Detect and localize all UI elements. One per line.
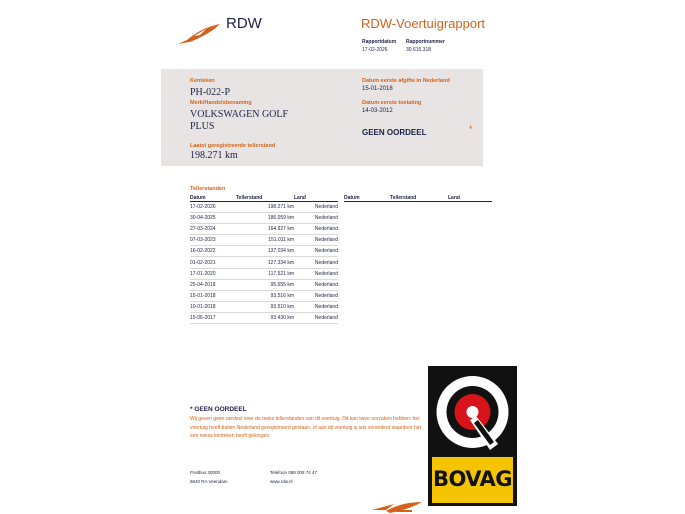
first-issue-nl-date: 15-01-2018 (362, 86, 393, 92)
make-line-2: PLUS (190, 121, 215, 132)
row-country: Nederland (294, 235, 338, 246)
row-date: 15-01-2018 (190, 290, 236, 301)
report-number: 30.615.318 (406, 47, 432, 53)
row-reading: 186.059 km (236, 213, 294, 224)
row-country: Nederland (294, 224, 338, 235)
row-date: 17-01-2020 (190, 268, 236, 279)
report-title: RDW-Voertuigrapport (361, 16, 486, 31)
brand-name: RDW (226, 15, 262, 32)
odometer-table-right (344, 194, 492, 202)
row-date: 16-02-2022 (190, 246, 236, 257)
bovag-logo (428, 366, 517, 506)
row-reading: 127.334 km (236, 257, 294, 268)
row-date: 15-06-2017 (190, 312, 236, 323)
row-date: 17-02-2026 (190, 202, 236, 213)
table-row (190, 257, 338, 268)
row-country: Nederland (294, 213, 338, 224)
footer-phone: Telefoon 088 008 74 47 (270, 470, 318, 475)
table-row (190, 213, 338, 224)
row-date: 30-04-2025 (190, 213, 236, 224)
row-reading: 198.271 km (236, 202, 294, 213)
table-row (190, 268, 338, 279)
table-row (190, 202, 338, 213)
col-header-reading: Tellerstand (236, 194, 294, 202)
odometer-label: Laatst geregistreerde tellerstand (190, 143, 276, 149)
table-row (190, 290, 338, 301)
row-country: Nederland (294, 202, 338, 213)
row-reading: 117.521 km (236, 268, 294, 279)
plate-label: Kenteken (190, 78, 215, 84)
odometer-table-left (190, 194, 338, 324)
first-admission-date: 14-03-2012 (362, 108, 393, 114)
row-date: 01-02-2021 (190, 257, 236, 268)
table-row (190, 246, 338, 257)
col-header-reading-2: Tellerstand (390, 194, 448, 202)
footer-address-1: Postbus 30000 (190, 470, 221, 475)
row-country: Nederland (294, 301, 338, 312)
row-country: Nederland (294, 246, 338, 257)
row-country: Nederland (294, 290, 338, 301)
license-plate: PH-022-P (190, 87, 231, 98)
footer-address-2: 9640 RA Veendam (190, 479, 228, 484)
make-line-1: VOLKSWAGEN GOLF (190, 109, 289, 120)
row-reading: 93.516 km (236, 290, 294, 301)
col-header-country: Land (294, 194, 338, 202)
row-reading: 93.510 km (236, 301, 294, 312)
odometer-value: 198.271 km (190, 150, 238, 161)
row-reading: 164.927 km (236, 224, 294, 235)
first-admission-label: Datum eerste toelating (362, 100, 422, 106)
report-number-label: Rapportnummer (406, 39, 445, 45)
table-row (190, 301, 338, 312)
table-row (190, 224, 338, 235)
make-label: Merk/Handelsbenaming (190, 100, 252, 106)
bovag-emblem-icon (428, 366, 517, 455)
row-reading: 93.430 km (236, 312, 294, 323)
footnote-title: * GEEN OORDEEL (190, 406, 247, 413)
row-date: 10-01-2018 (190, 301, 236, 312)
footer-website[interactable]: www.rdw.nl (270, 479, 293, 484)
col-header-date: Datum (190, 194, 236, 202)
report-date: 17-02-2026 (362, 47, 388, 53)
bovag-label: BOVAG (432, 467, 513, 491)
verdict-asterisk: * (469, 124, 473, 134)
row-country: Nederland (294, 279, 338, 290)
row-reading: 137.034 km (236, 246, 294, 257)
rdw-logo-icon (176, 20, 222, 46)
row-reading: 95.655 km (236, 279, 294, 290)
first-issue-nl-label: Datum eerste afgifte in Nederland (362, 78, 450, 84)
table-row (190, 235, 338, 246)
report-date-label: Rapportdatum (362, 39, 397, 45)
verdict: GEEN OORDEEL (362, 128, 427, 137)
table-row (190, 312, 338, 323)
row-date: 25-04-2018 (190, 279, 236, 290)
col-header-date-2: Datum (344, 194, 390, 202)
row-reading: 151.011 km (236, 235, 294, 246)
table-row (190, 279, 338, 290)
footer-rdw-mark-icon (372, 500, 424, 514)
footnote-text: Wij geven geen oordeel over de reeks tellerstanden van dit voertuig. Dit kan twee oorzaken hebben: het voertuig heeft buiten Nederland geregistreerd gestaan, of aan dit voertuig is iets veranderd waardoor het een nieuw kenteken heeft gekregen. (190, 416, 421, 439)
row-country: Nederland (294, 257, 338, 268)
row-date: 07-03-2023 (190, 235, 236, 246)
odometer-table-title: Tellerstanden (190, 186, 226, 192)
col-header-country-2: Land (448, 194, 492, 202)
row-date: 27-03-2024 (190, 224, 236, 235)
row-country: Nederland (294, 268, 338, 279)
row-country: Nederland (294, 312, 338, 323)
